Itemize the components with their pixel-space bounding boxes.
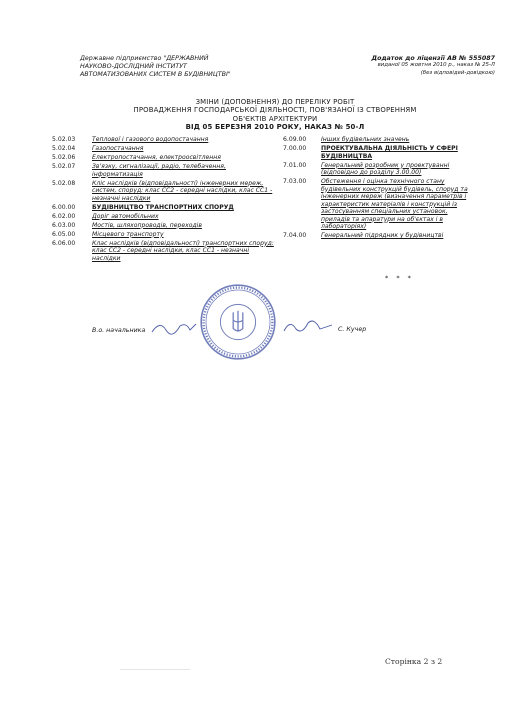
work-item	[283, 232, 478, 240]
issuer-line: Державне підприємство "ДЕРЖАВНИЙ	[80, 55, 209, 62]
issuer-line: НАУКОВО-ДОСЛІДНИЙ ІНСТИТУТ	[80, 63, 187, 71]
order-reference: ВІД 05 БЕРЕЗНЯ 2010 РОКУ, НАКАЗ № 50-Л	[185, 123, 365, 132]
work-description: Генеральний розробник у проектуванні (відповідно до розділу 3.00.00)	[321, 161, 450, 176]
work-code: 7.01.00	[283, 161, 307, 169]
work-description: Електропостачання, електроосвітлення	[92, 154, 221, 161]
scan-artifact-icon	[120, 668, 190, 671]
works-list-right	[283, 136, 478, 241]
work-description: Генеральний підрядник у будівництві	[321, 232, 444, 239]
work-description: Доріг автомобільних	[92, 212, 159, 220]
title-line: ПРОВАДЖЕННЯ ГОСПОДАРСЬКОЇ ДІЯЛЬНОСТІ, ПОВ'ЯЗАНОЇ ІЗ СТВОРЕННЯМ	[133, 106, 417, 115]
work-item	[52, 136, 274, 144]
work-code: 7.04.00	[283, 232, 307, 239]
work-code: 6.00.00	[52, 203, 76, 211]
signature-icon	[282, 315, 334, 337]
work-item	[283, 145, 478, 160]
end-marker: * * *	[385, 274, 414, 282]
work-description: Місцевого транспорту	[92, 230, 164, 238]
work-code: 5.02.08	[52, 179, 76, 187]
work-code: 7.00.00	[283, 145, 307, 152]
work-item	[52, 180, 274, 203]
work-description: Мостів, шляхопроводів, переходів	[92, 221, 202, 229]
work-code: 6.06.00	[52, 239, 76, 247]
work-code: 6.03.00	[52, 221, 76, 229]
work-item	[52, 204, 274, 212]
title-line: ЗМІНИ (ДОПОВНЕННЯ) ДО ПЕРЕЛІКУ РОБІТ	[195, 98, 355, 106]
work-item	[52, 213, 274, 221]
work-code: 7.03.00	[283, 178, 307, 185]
page-number: Сторінка 2 з 2	[385, 657, 443, 666]
work-description: Теплової і газового водопостачання	[92, 136, 209, 143]
work-description: Інших будівельних значень	[321, 136, 410, 143]
work-description: Клас наслідків (відповідальності) транспортних споруд: клас СС2 - середні наслідки, клас СС1 - незначні наслідки	[92, 239, 274, 262]
issuer-header	[80, 55, 280, 80]
work-item	[283, 162, 478, 177]
work-item	[283, 178, 478, 231]
document-title	[110, 98, 440, 132]
official-seal-icon	[198, 282, 278, 362]
license-reference	[335, 55, 495, 77]
work-description: Обстеження і оцінка технічного стану будівельних конструкцій будівель, споруд та інженерних мереж (визначення параметрів і характеристик матеріалів і конструкцій із застосуванням спеціальних установок, приладів та апаратури на об'єктах і в лабораторіях)	[321, 178, 468, 230]
signatory-name: С. Кучер	[338, 326, 367, 333]
work-item	[52, 240, 274, 263]
work-description: ПРОЕКТУВАЛЬНА ДІЯЛЬНІСТЬ У СФЕРІ БУДІВНИЦТВА	[321, 145, 458, 160]
license-line: виданої 05 жовтня 2010 р., наказ № 25-Л	[377, 62, 495, 69]
work-description: Зв'язку, сигналізації, радіо, телебачення, інформатизація	[92, 163, 226, 178]
work-item	[52, 222, 274, 230]
work-item	[52, 231, 274, 239]
title-line: ОБ'ЄКТІВ АРХІТЕКТУРИ	[232, 114, 318, 123]
work-item	[52, 163, 274, 178]
work-item	[52, 145, 274, 153]
license-line: (без відповідей-довідкою)	[420, 69, 495, 76]
license-line: Додаток до ліцензії АВ № 555087	[371, 55, 495, 62]
work-description: БУДІВНИЦТВО ТРАНСПОРТНИХ СПОРУД	[92, 203, 234, 211]
signatory-position: В.о. начальника	[92, 327, 146, 334]
issuer-line: АВТОМАТИЗОВАНИХ СИСТЕМ В БУДІВНИЦТВІ"	[80, 71, 231, 79]
signature-icon	[150, 318, 198, 338]
work-code: 5.02.07	[52, 163, 76, 170]
work-code: 6.02.00	[52, 212, 76, 220]
work-code: 6.09.00	[283, 136, 307, 143]
work-code: 5.02.06	[52, 154, 76, 161]
work-item	[52, 154, 274, 162]
work-description: Кліс наслідків (відповідальності) інженерних мереж, систем, споруд: клас СС2 - середні наслідки, клас СС1 - незначні наслідки	[92, 179, 273, 202]
work-item	[283, 136, 478, 144]
works-list-left	[52, 136, 274, 264]
work-description: Газопостачання	[92, 145, 144, 152]
work-code: 5.02.04	[52, 145, 76, 152]
work-code: 5.02.03	[52, 136, 76, 143]
work-code: 6.05.00	[52, 230, 76, 238]
